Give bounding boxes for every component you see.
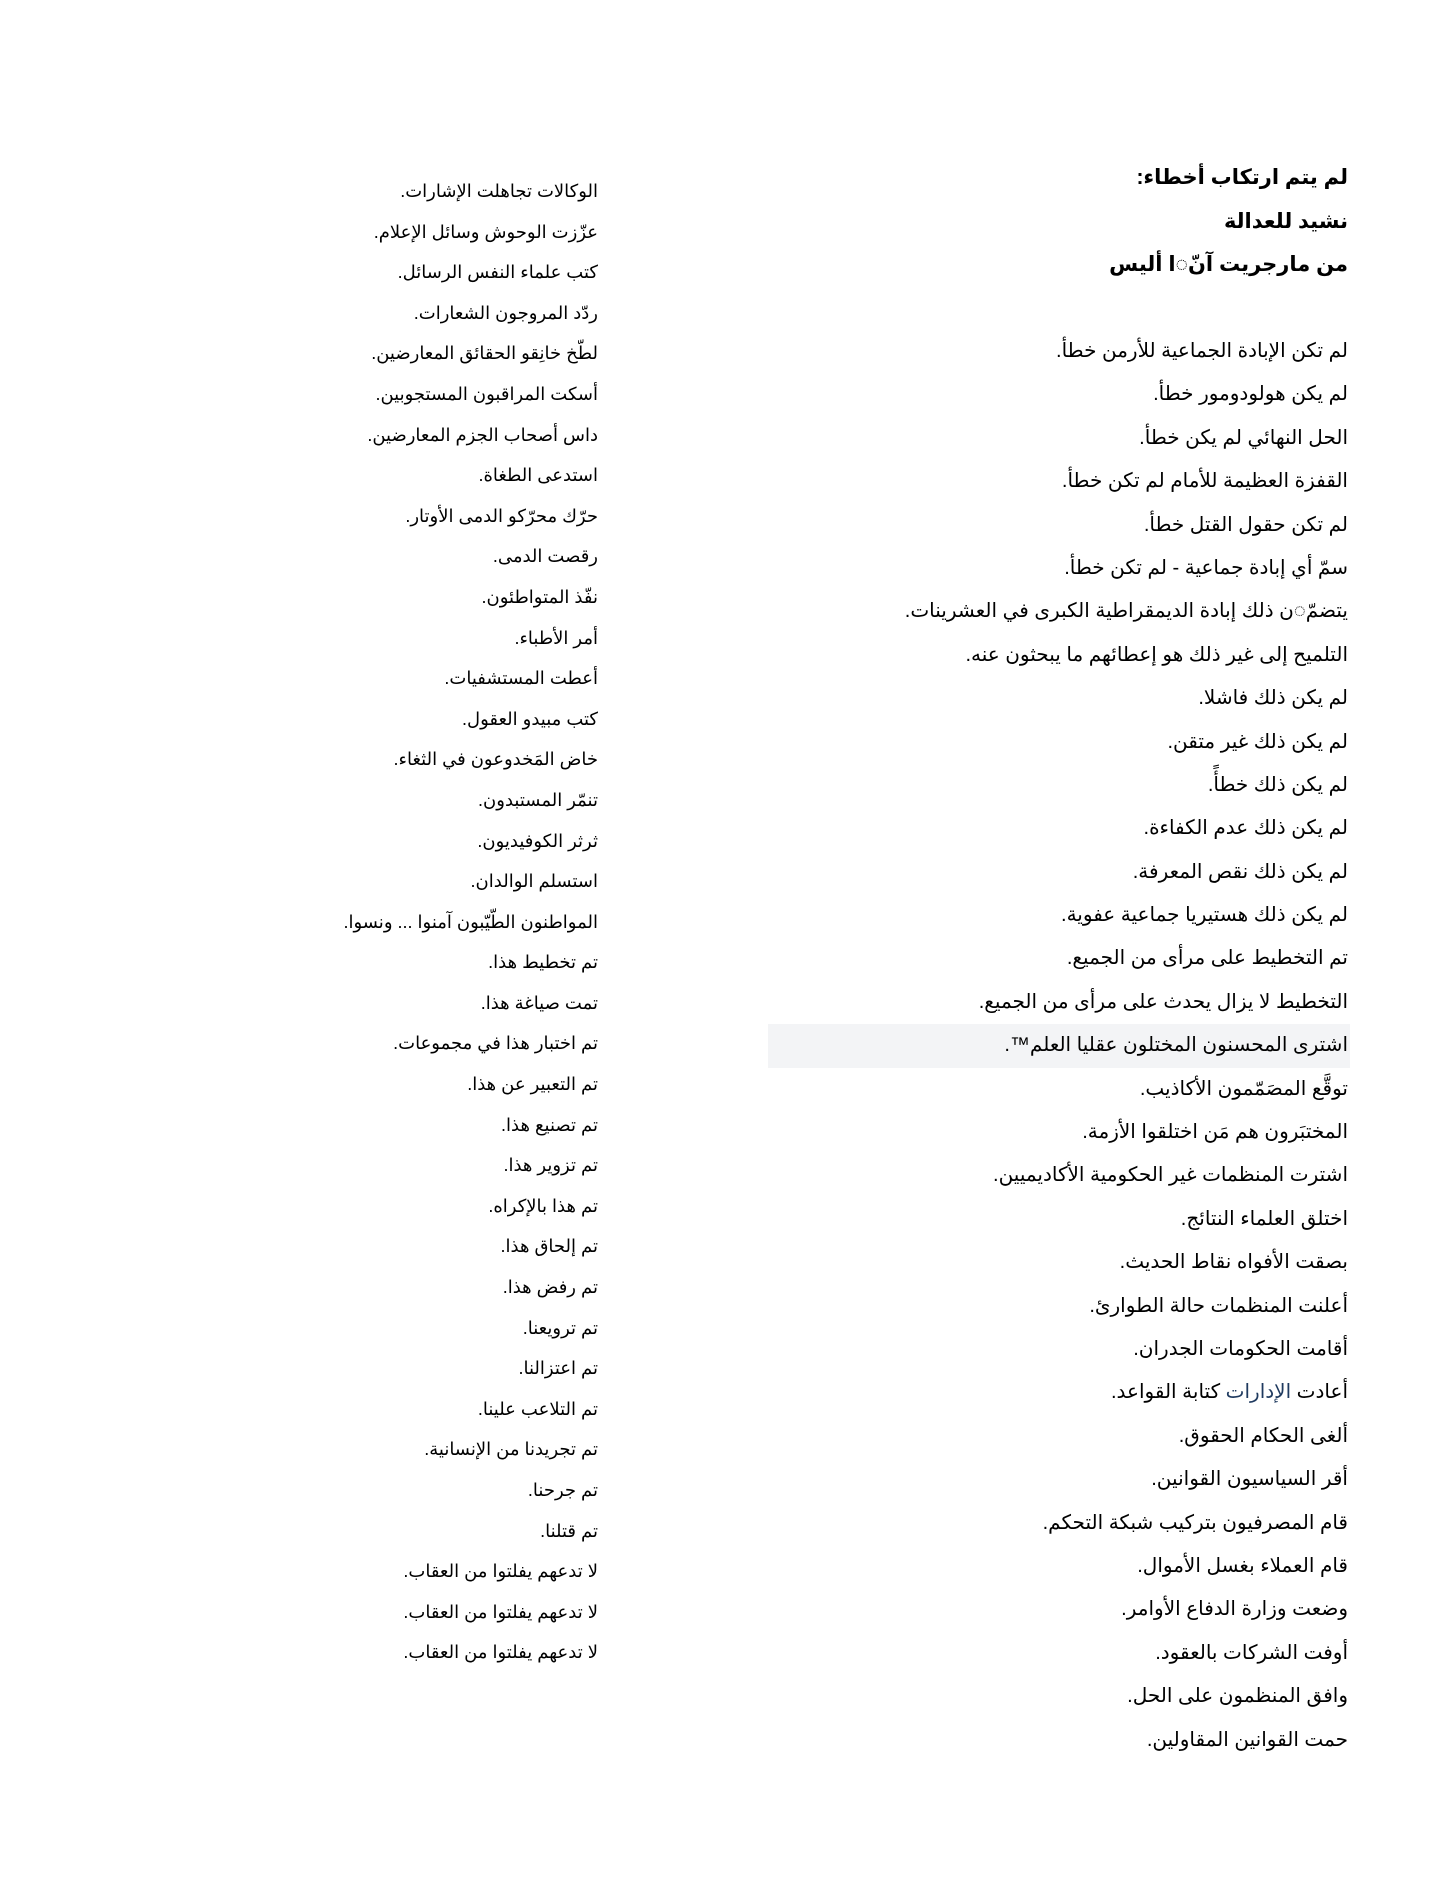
poem-line: التخطيط لا يزال يحدث على مرأى من الجميع. xyxy=(978,990,1348,1013)
poem-title-line-2: نشيد للعدالة xyxy=(1223,209,1348,233)
poem-line: تم إلحاق هذا. xyxy=(500,1236,598,1257)
poem-line: لم يكن ذلك فاشلا. xyxy=(1198,687,1348,710)
poem-line: نفّذ المتواطئون. xyxy=(481,586,598,607)
poem-line: تم التخطيط على مرأى من الجميع. xyxy=(1066,947,1348,970)
poem-line: ثرثر الكوفيديون. xyxy=(477,830,598,851)
poem-line: المواطنون الطّيّبون آمنوا ... ونسوا. xyxy=(343,911,598,932)
poem-author-line: من مارجريت آنّ◌ا أليس xyxy=(1109,253,1348,276)
poem-line: قام المصرفيون بتركيب شبكة التحكم. xyxy=(1042,1511,1348,1534)
poem-line: ألغى الحكام الحقوق. xyxy=(1178,1424,1348,1447)
poem-line: رقصت الدمى. xyxy=(492,546,598,567)
line-part: أعادت xyxy=(1291,1381,1348,1404)
poem-line: حرّك محرّكو الدمى الأوتار. xyxy=(405,505,598,526)
poem-line: الوكالات تجاهلت الإشارات. xyxy=(400,181,598,201)
right-column xyxy=(648,156,1348,1762)
poem-line: اشترت المنظمات غير الحكومية الأكاديميين. xyxy=(993,1164,1348,1187)
poem-line: وافق المنظمون على الحل. xyxy=(1127,1685,1348,1708)
stanza-spacer xyxy=(648,287,1348,331)
poem-line xyxy=(648,1371,1348,1414)
poem-line: لا تدعهم يفلتوا من العقاب. xyxy=(403,1642,598,1663)
poem-line: أعطت المستشفيات. xyxy=(444,668,598,689)
poem-line: لم يكن ذلك نقص المعرفة. xyxy=(1132,860,1348,883)
poem-line: كتب مبيدو العقول. xyxy=(462,708,598,729)
poem-line: لطّخ خانِقو الحقائق المعارضين. xyxy=(371,343,598,364)
colored-word: الإدارات xyxy=(1225,1381,1292,1404)
poem-line: تم التعبير عن هذا. xyxy=(467,1074,598,1095)
poem-line: أقر السياسيون القوانين. xyxy=(1151,1468,1348,1491)
poem-line: لم يكن ذلك عدم الكفاءة. xyxy=(1143,817,1348,840)
poem-line: داس أصحاب الجزم المعارضين. xyxy=(367,424,598,445)
poem-line: تم اختبار هذا في مجموعات. xyxy=(393,1033,598,1054)
poem-line: استسلم الوالدان. xyxy=(470,871,598,892)
poem-line: تنمّر المستبدون. xyxy=(478,789,598,810)
poem-line: أسكت المراقبون المستجوبين. xyxy=(375,383,598,404)
poem-line: المختبَرون هم مَن اختلقوا الأزمة. xyxy=(1082,1121,1348,1144)
poem-line: استدعى الطغاة. xyxy=(478,465,598,486)
poem-line: سمّ أي إبادة جماعية - لم تكن خطأ. xyxy=(1064,556,1348,579)
poem-line: لم يكن ذلك هستيريا جماعية عفوية. xyxy=(1061,904,1348,927)
poem-line: أقامت الحكومات الجدران. xyxy=(1133,1337,1348,1360)
poem-line: يتضمّ◌ن ذلك إبادة الديمقراطية الكبرى في العشرينات. xyxy=(904,600,1348,623)
poem-line: أوفت الشركات بالعقود. xyxy=(1155,1641,1348,1664)
poem-line: لم تكن حقول القتل خطأ. xyxy=(1143,513,1348,536)
poem-line: كتب علماء النفس الرسائل. xyxy=(397,262,598,283)
poem-line: تمت صياغة هذا. xyxy=(480,992,598,1013)
poem-line: أمر الأطباء. xyxy=(514,627,598,648)
poem-line: لم يكن ذلك غير متقن. xyxy=(1167,730,1348,753)
poem-line: تم قتلنا. xyxy=(540,1520,598,1541)
poem-line: تم تخطيط هذا. xyxy=(488,952,598,973)
line-part: كتابة القواعد. xyxy=(1110,1381,1226,1404)
poem-line: تم تجريدنا من الإنسانية. xyxy=(424,1439,598,1460)
poem-line: عزّزت الوحوش وسائل الإعلام. xyxy=(373,221,598,242)
poem-line: حمت القوانين المقاولين. xyxy=(1146,1728,1348,1751)
highlighted-text: اشترى المحسنون المختلون عقليا العلم™. xyxy=(768,1024,1350,1067)
poem-line: لا تدعهم يفلتوا من العقاب. xyxy=(403,1561,598,1582)
poem-line: لم يكن ذلك خطأً. xyxy=(1207,773,1348,796)
poem-title-line-1: لم يتم ارتكاب أخطاء: xyxy=(1136,166,1348,189)
poem-line: الحل النهائي لم يكن خطأ. xyxy=(1139,426,1348,449)
left-column xyxy=(198,171,598,1673)
poem-line: لا تدعهم يفلتوا من العقاب. xyxy=(403,1601,598,1622)
poem-line: التلميح إلى غير ذلك هو إعطائهم ما يبحثون عنه. xyxy=(965,643,1348,666)
poem-line: اختلق العلماء النتائج. xyxy=(1180,1207,1348,1230)
poem-line: توقَّع المصَمّمون الأكاذيب. xyxy=(1139,1077,1348,1100)
poem-line: تم تصنيع هذا. xyxy=(501,1114,598,1135)
poem-line: تم هذا بالإكراه. xyxy=(488,1195,598,1216)
poem-line: لم تكن الإبادة الجماعية للأرمن خطأ. xyxy=(1056,340,1348,362)
poem-line: تم اعتزالنا. xyxy=(518,1358,598,1379)
poem-line: تم تزوير هذا. xyxy=(503,1155,598,1176)
poem-line: وضعت وزارة الدفاع الأوامر. xyxy=(1121,1598,1348,1621)
poem-line: تم جرحنا. xyxy=(527,1480,598,1500)
poem-line-highlighted xyxy=(648,1024,1348,1067)
poem-line: أعلنت المنظمات حالة الطوارئ. xyxy=(1089,1294,1348,1317)
poem-line: تم رفض هذا. xyxy=(502,1277,598,1298)
poem-line: تم التلاعب علينا. xyxy=(477,1398,598,1419)
poem-line: لم يكن هولودومور خطأ. xyxy=(1153,383,1348,406)
poem-line: تم ترويعنا. xyxy=(522,1317,598,1338)
poem-line: القفزة العظيمة للأمام لم تكن خطأ. xyxy=(1061,470,1348,493)
poem-line: قام العملاء بغسل الأموال. xyxy=(1137,1554,1348,1577)
poem-line: ردّد المروجون الشعارات. xyxy=(413,302,598,323)
poem-line: خاض المَخدوعون في الثغاء. xyxy=(393,749,598,770)
poem-line: بصقت الأفواه نقاط الحديث. xyxy=(1119,1251,1348,1274)
